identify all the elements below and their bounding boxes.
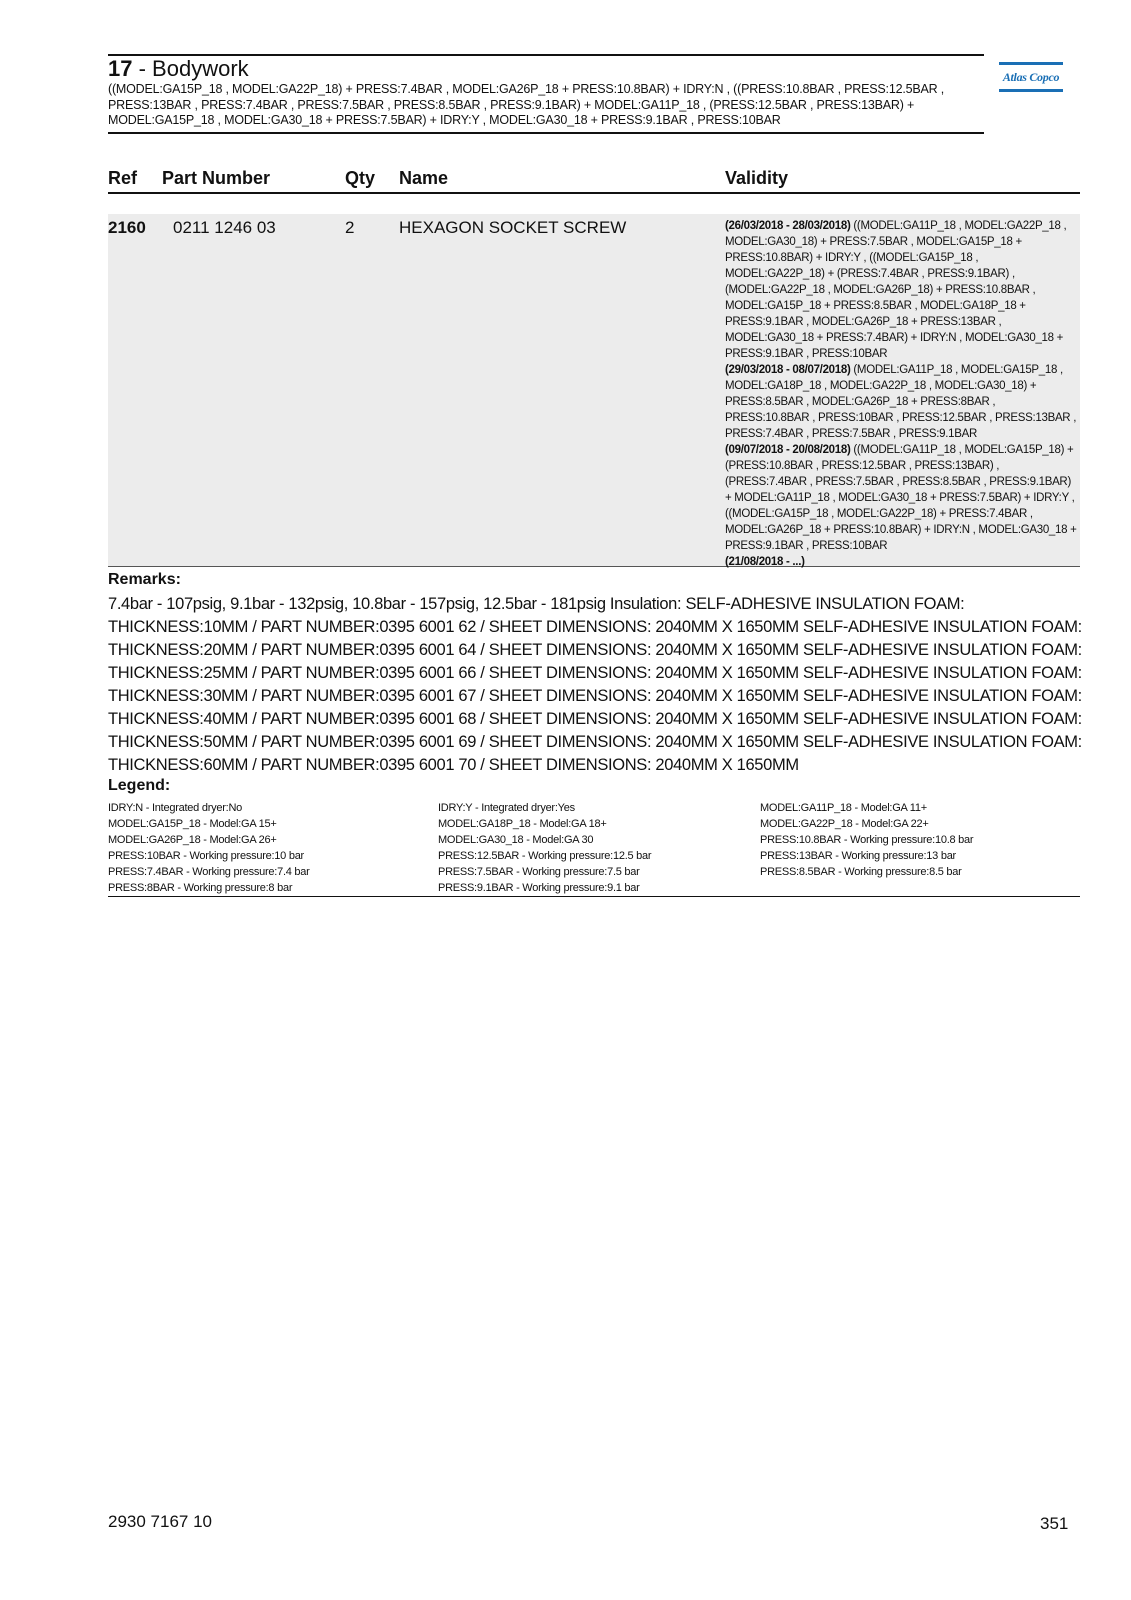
validity-block: [725, 554, 1080, 570]
header-part-number: Part Number: [162, 168, 271, 188]
document-number: 2930 7167 10: [108, 1512, 212, 1531]
row-part-number: 0211 1246 03: [173, 218, 276, 237]
header-name: Name: [399, 168, 449, 188]
parts-table-header: [108, 166, 1080, 194]
table-row: [108, 214, 1080, 567]
header-validity: Validity: [725, 168, 789, 188]
row-ref: 2160: [108, 218, 146, 237]
section-conditions: ((MODEL:GA15P_18 , MODEL:GA22P_18) + PRESS:7.4BAR , MODEL:GA26P_18 + PRESS:10.8BAR) + IDRY:N , ((PRESS:10.8BAR , PRESS:12.5BAR , PRESS:13BAR , PRESS:7.4BAR , PRESS:7.5BAR , PRESS:8.5BAR , PRESS:9.1BAR) + MODEL:GA11P_18 , (PRESS:12.5BAR , PRESS:13BAR) + MODEL:GA15P_18 , MODEL:GA30_18 + PRESS:7.5BAR) + IDRY:Y , MODEL:GA30_18 + PRESS:9.1BAR , PRESS:10BAR: [108, 82, 944, 127]
validity-block: [725, 218, 1080, 362]
legend: [108, 800, 1080, 897]
validity-conditions: ((MODEL:GA11P_18 , MODEL:GA15P_18) + (PRESS:10.8BAR , PRESS:12.5BAR , PRESS:13BAR) , (PRESS:7.4BAR , PRESS:7.5BAR , PRESS:8.5BAR , PRESS:9.1BAR) + MODEL:GA11P_18 , MODEL:GA30_18 + PRESS:7.5BAR) + IDRY:Y , ((MODEL:GA15P_18 , MODEL:GA22P_18) + PRESS:7.4BAR , MODEL:GA26P_18 + PRESS:10.8BAR) + IDRY:N , MODEL:GA30_18 + PRESS:9.1BAR , PRESS:10BAR: [725, 444, 1077, 552]
section-name: Bodywork: [152, 56, 249, 81]
legend-item: MODEL:GA22P_18 - Model:GA 22+: [760, 818, 929, 830]
validity-block: [725, 442, 1080, 554]
legend-item: IDRY:N - Integrated dryer:No: [108, 802, 243, 814]
legend-item: PRESS:10BAR - Working pressure:10 bar: [108, 850, 304, 862]
remarks-label: Remarks:: [108, 571, 181, 588]
page-number: 351: [1040, 1514, 1069, 1533]
validity-period: (09/07/2018 - 20/08/2018): [725, 444, 851, 456]
legend-item: PRESS:8BAR - Working pressure:8 bar: [108, 882, 293, 894]
section-header: [108, 54, 984, 134]
row-name: HEXAGON SOCKET SCREW: [399, 218, 627, 237]
legend-item: PRESS:8.5BAR - Working pressure:8.5 bar: [760, 866, 962, 878]
legend-label: Legend:: [108, 777, 171, 794]
validity-conditions: ((MODEL:GA11P_18 , MODEL:GA22P_18 , MODEL:GA30_18) + PRESS:7.5BAR , MODEL:GA15P_18 + PRESS:10.8BAR) + IDRY:Y , ((MODEL:GA15P_18 , MODEL:GA22P_18) + (PRESS:7.4BAR , PRESS:9.1BAR) , (MODEL:GA22P_18 , MODEL:GA26P_18) + PRESS:10.8BAR , MODEL:GA15P_18 + PRESS:8.5BAR , MODEL:GA18P_18 + PRESS:9.1BAR , MODEL:GA26P_18 + PRESS:13BAR , MODEL:GA30_18 + PRESS:7.4BAR) + IDRY:N , MODEL:GA30_18 + PRESS:9.1BAR , PRESS:10BAR: [725, 220, 1067, 360]
legend-item: PRESS:10.8BAR - Working pressure:10.8 bar: [760, 834, 974, 846]
validity-period: (21/08/2018 - ...): [725, 556, 805, 568]
atlas-copco-logo: [999, 62, 1063, 94]
legend-column: [760, 800, 973, 880]
legend-item: MODEL:GA11P_18 - Model:GA 11+: [760, 802, 927, 814]
logo-bottom-bar: [999, 89, 1063, 92]
legend-column: [108, 800, 310, 896]
legend-item: MODEL:GA30_18 - Model:GA 30: [438, 834, 594, 846]
header-qty: Qty: [345, 168, 376, 188]
legend-item: MODEL:GA26P_18 - Model:GA 26+: [108, 834, 277, 846]
validity-conditions: (MODEL:GA11P_18 , MODEL:GA15P_18 , MODEL:GA18P_18 , MODEL:GA22P_18 , MODEL:GA30_18) + PRESS:8.5BAR , MODEL:GA26P_18 + PRESS:8BAR , PRESS:10.8BAR , PRESS:10BAR , PRESS:12.5BAR , PRESS:13BAR , PRESS:7.4BAR , PRESS:7.5BAR , PRESS:9.1BAR: [725, 364, 1077, 440]
legend-item: PRESS:7.5BAR - Working pressure:7.5 bar: [438, 866, 640, 878]
row-qty: 2: [345, 218, 355, 237]
legend-item: MODEL:GA18P_18 - Model:GA 18+: [438, 818, 607, 830]
legend-item: PRESS:13BAR - Working pressure:13 bar: [760, 850, 956, 862]
validity-period: (26/03/2018 - 28/03/2018): [725, 220, 851, 232]
section-title: [108, 57, 984, 81]
legend-item: PRESS:12.5BAR - Working pressure:12.5 bar: [438, 850, 652, 862]
legend-item: MODEL:GA15P_18 - Model:GA 15+: [108, 818, 277, 830]
validity-block: [725, 362, 1080, 442]
logo-top-bar: [999, 62, 1063, 65]
header-ref: Ref: [108, 168, 138, 188]
legend-item: PRESS:9.1BAR - Working pressure:9.1 bar: [438, 882, 640, 894]
logo-text: Atlas Copco: [1002, 70, 1060, 84]
validity-period: (29/03/2018 - 08/07/2018): [725, 364, 851, 376]
legend-item: PRESS:7.4BAR - Working pressure:7.4 bar: [108, 866, 310, 878]
section-separator: -: [132, 56, 153, 81]
remarks-text: 7.4bar - 107psig, 9.1bar - 132psig, 10.8bar - 157psig, 12.5bar - 181psig Insulation: SELF-ADHESIVE INSULATION FOAM: THICKNESS:10MM / PART NUMBER:0395 6001 62 / SHEET DIMENSIONS: 2040MM X 1650MM SELF-ADHESIVE INSULATION FOAM: THICKNESS:20MM / PART NUMBER:0395 6001 64 / SHEET DIMENSIONS: 2040MM X 1650MM SELF-ADHESIVE INSULATION FOAM: THICKNESS:25MM / PART NUMBER:0395 6001 66 / SHEET DIMENSIONS: 2040MM X 1650MM SELF-ADHESIVE INSULATION FOAM: THICKNESS:30MM / PART NUMBER:0395 6001 67 / SHEET DIMENSIONS: 2040MM X 1650MM SELF-ADHESIVE INSULATION FOAM: THICKNESS:40MM / PART NUMBER:0395 6001 68 / SHEET DIMENSIONS: 2040MM X 1650MM SELF-ADHESIVE INSULATION FOAM: THICKNESS:50MM / PART NUMBER:0395 6001 69 / SHEET DIMENSIONS: 2040MM X 1650MM SELF-ADHESIVE INSULATION FOAM: THICKNESS:60MM / PART NUMBER:0395 6001 70 / SHEET DIMENSIONS: 2040MM X 1650MM: [108, 595, 1082, 774]
section-number: 17: [108, 56, 133, 81]
legend-item: IDRY:Y - Integrated dryer:Yes: [438, 802, 575, 814]
legend-column: [438, 800, 651, 896]
row-validity: [725, 218, 1080, 570]
